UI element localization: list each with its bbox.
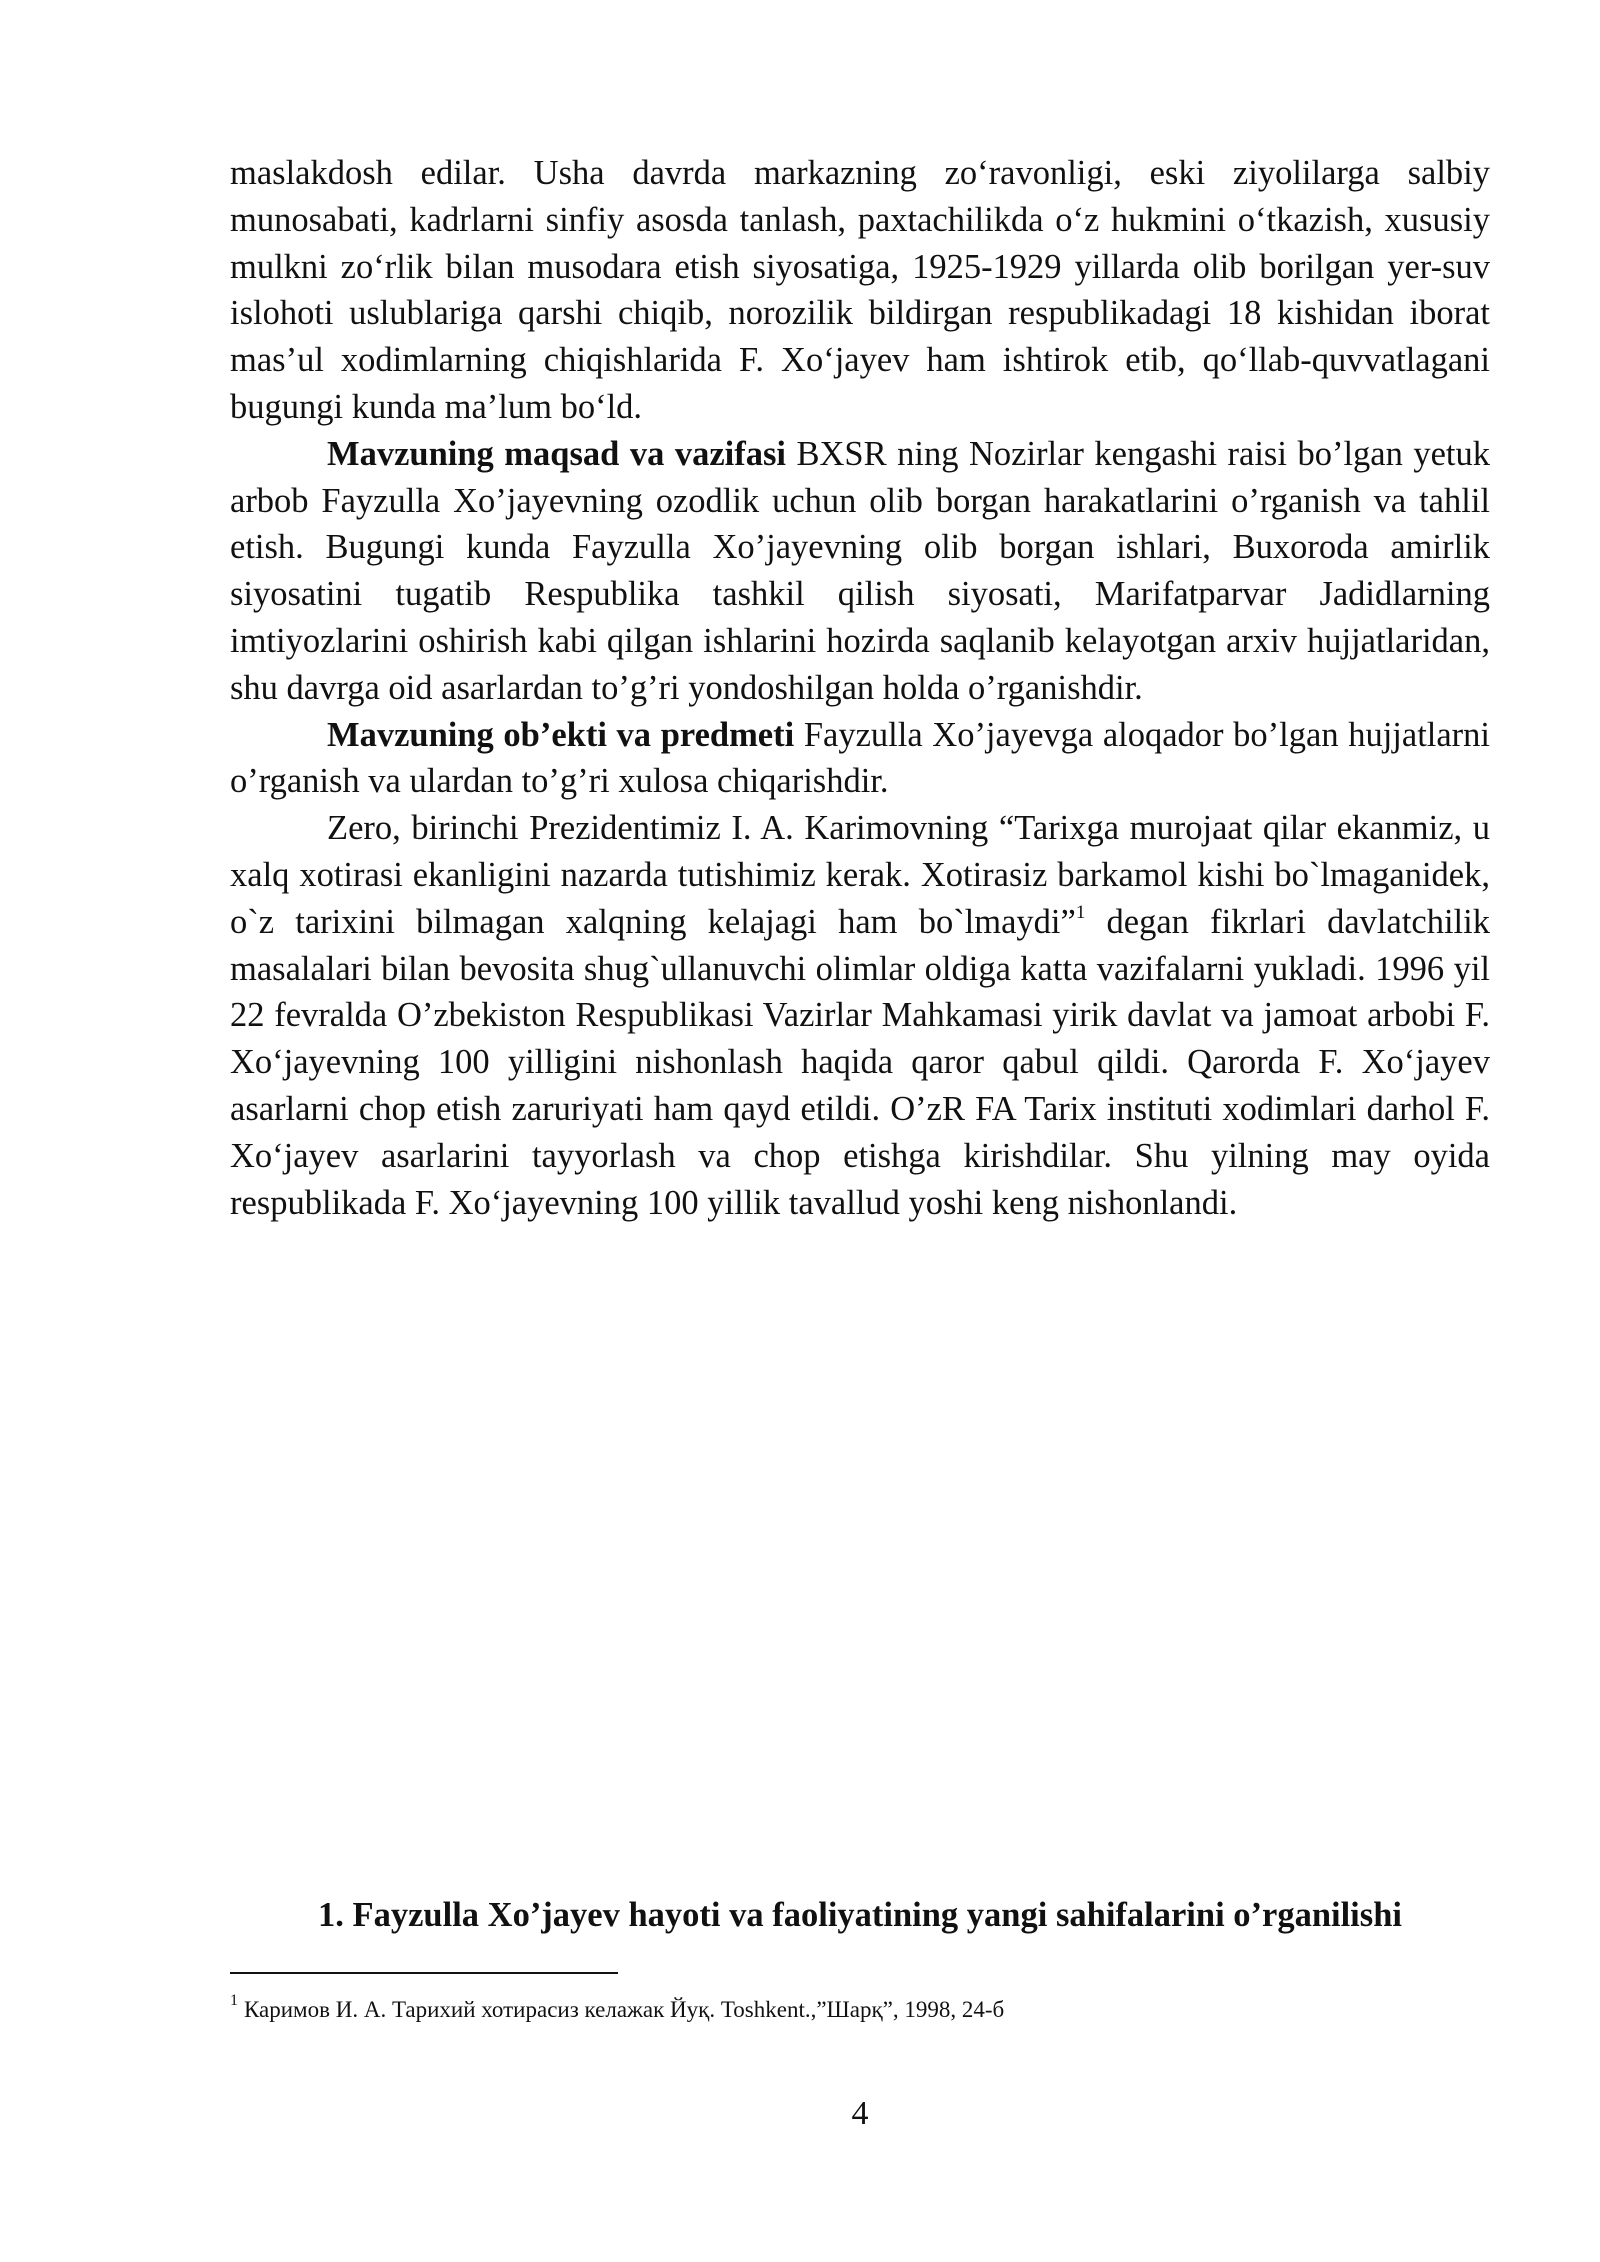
paragraph-continuation (230, 150, 1490, 431)
body-text (230, 150, 1490, 1226)
footnote-divider (230, 1972, 618, 1974)
quote-text-before: Zero, birinchi Prezidentimiz I. A. Karimovning “Tarixga murojaat qilar ekanmiz, u xalq xotirasi ekanligini nazarda tutishimiz kerak. Xotirasiz barkamol kishi bo`lmaganidek, o`z tarixini bilmagan xalqning kelajagi ham bo`lmaydi” (230, 809, 1490, 941)
quote-text-after: degan fikrlari davlatchilik masalalari bilan bevosita shug`ullanuvchi olimlar oldiga katta vazifalarni yukladi. 1996 yil 22 fevralda O’zbekiston Respublikasi Vazirlar Mahkamasi yirik davlat va jamoat arbobi F. Xo‘jayevning 100 yilligini nishonlash haqida qaror qabul qildi. Qarorda F. Xo‘jayev asarlarni chop etish zaruriyati ham qayd etildi. O’zR FA Tarix instituti xodimlari darhol F. Xo‘jayev asarlarini tayyorlash va chop etishga kirishdilar. Shu yilning may oyida respublikada F. Xo‘jayevning 100 yillik tavallud yoshi keng nishonlandi. (230, 902, 1490, 1222)
paragraph-quote (230, 805, 1490, 1226)
paragraph-object (230, 712, 1490, 806)
footnote-number: 1 (230, 1992, 238, 2009)
purpose-heading: Mavzuning maqsad va vazifasi (327, 434, 786, 473)
paragraph-1-text: maslakdosh edilar. Usha davrda markazning zo‘ravonligi, eski ziyolilarga salbiy munosabati, kadrlarni sinfiy asosda tanlash, paxtachilikda o‘z hukmini o‘tkazish, xususiy mulkni zo‘rlik bilan musodara etish siyosatiga, 1925-1929 yillarda olib borilgan yer-suv islohoti uslublariga qarshi chiqib, norozilik bildirgan respublikadagi 18 kishidan iborat mas’ul xodimlarning chiqishlarida F. Xo‘jayev ham ishtirok etib, qo‘llab-quvvatlagani bugungi kunda ma’lum bo‘ld. (230, 154, 1490, 426)
page-number: 4 (851, 2095, 869, 2132)
footnote-reference: 1 (1075, 901, 1086, 923)
chapter-heading: 1. Fayzulla Xo’jayev hayoti va faoliyatining yangi sahifalarini o’rganilishi (318, 1896, 1402, 1934)
object-text: Fayzulla Xo’jayevga aloqador bo’lgan hujjatlarni o’rganish va ulardan to’g’ri xulosa chiqarishdir. (230, 715, 1490, 801)
paragraph-purpose (230, 431, 1490, 712)
purpose-text: BXSR ning Nozirlar kengashi raisi bo’lgan yetuk arbob Fayzulla Xo’jayevning ozodlik uchun olib borgan harakatlarini o’rganish va tahlil etish. Bugungi kunda Fayzulla Xo’jayevning olib borgan ishlari, Buxoroda amirlik siyosatini tugatib Respublika tashkil qilish siyosati, Marifatparvar Jadidlarning imtiyozlarini oshirish kabi qilgan ishlarini hozirda saqlanib kelayotgan arxiv hujjatlaridan, shu davrga oid asarlardan to’g’ri yondoshilgan holda o’rganishdir. (230, 434, 1490, 707)
footnote (230, 1992, 1490, 2025)
object-heading: Mavzuning ob’ekti va predmeti (327, 715, 795, 754)
footnote-text: Каримов И. А. Тарихий хотирасиз келажак Йуқ. Toshkent.,”Шарқ”, 1998, 24-б (244, 1997, 1005, 2022)
